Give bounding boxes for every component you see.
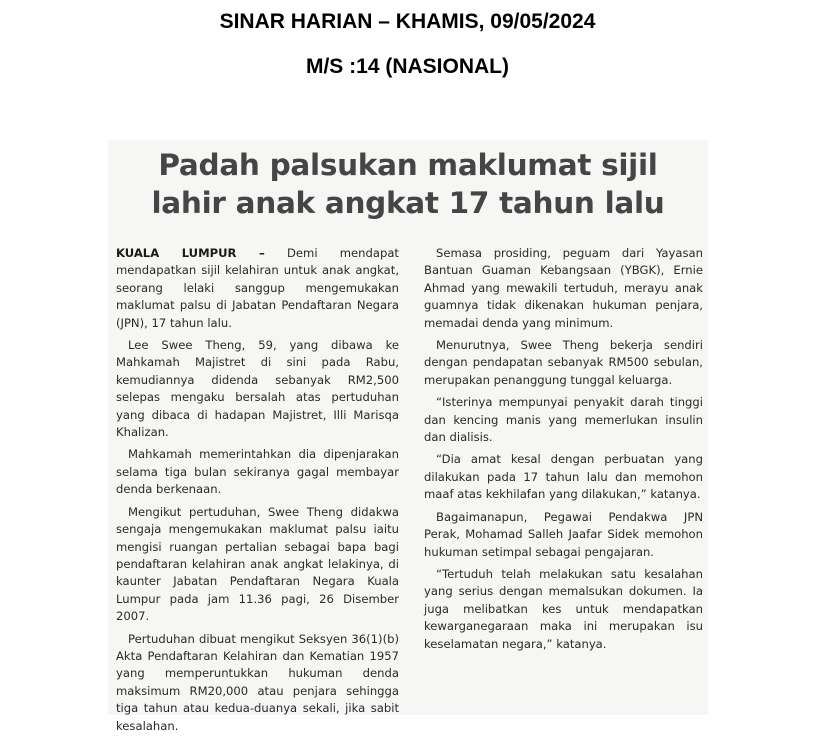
- dateline: KUALA LUMPUR –: [116, 246, 265, 260]
- article-paragraph: “Tertuduh telah melakukan satu kesalahan yang serius dengan memalsukan dokumen. Ia juga melibatkan kes untuk mendapatkan kewarganegaraan maka ini merupakan isu keselamatan negara,” katanya.: [424, 566, 703, 651]
- headline-line-1: Padah palsukan maklumat sijil: [158, 148, 658, 182]
- article-column-right: [424, 245, 703, 658]
- publication-date-header: SINAR HARIAN – KHAMIS, 09/05/2024: [219, 10, 596, 33]
- article-paragraph: Mahkamah memerintahkan dia dipenjarakan selama tiga bulan sekiranya gagal membayar denda berkenaan.: [116, 447, 399, 497]
- article-paragraph: “Isterinya mempunyai penyakit darah tinggi dan kencing manis yang memerlukan insulin dan dialisis.: [424, 395, 703, 445]
- article-paragraph: Semasa prosiding, peguam dari Yayasan Bantuan Guaman Kebangsaan (YBGK), Ernie Ahmad yang mewakili tertuduh, merayu anak guamnya tidak dikenakan hukuman penjara, memadai denda yang minimum.: [424, 246, 703, 330]
- article-paragraph: Lee Swee Theng, 59, yang dibawa ke Mahkamah Majistret di sini pada Rabu, kemudiannya didenda sebanyak RM2,500 selepas mengaku bersalah atas pertuduhan yang dibaca di hadapan Majistret, Illi Marisqa Khalizan.: [116, 338, 399, 440]
- article-headline: [108, 146, 708, 222]
- page-section-header: M/S :14 (NASIONAL): [305, 55, 509, 78]
- lead-text: Demi mendapat mendapatkan sijil kelahiran untuk anak angkat, seorang lelaki sanggup mengemukakan maklumat palsu di Jabatan Pendaftaran Negara (JPN), 17 tahun lalu.: [116, 246, 399, 330]
- article-paragraph: Pertuduhan dibuat mengikut Seksyen 36(1)(b) Akta Pendaftaran Kelahiran dan Kematian 1957 yang memperuntukkan hukuman denda maksimum RM20,000 atau penjara sehingga tiga tahun atau kedua-duanya sekali, jika sabit kesalahan.: [116, 631, 399, 733]
- news-article-clipping: [108, 140, 708, 733]
- article-column-left: [116, 245, 399, 740]
- article-paragraph: [116, 245, 399, 332]
- article-paragraph: Mengikut pertuduhan, Swee Theng didakwa sengaja mengemukakan maklumat palsu iaitu mengisi ruangan pertalian sebagai bapa bagi pendaftaran kelahiran anak angkat lelakinya, di kaunter Jabatan Pendaftaran Negara Kuala Lumpur pada jam 11.36 pagi, 26 Disember 2007.: [116, 504, 399, 624]
- article-paragraph: “Dia amat kesal dengan perbuatan yang dilakukan pada 17 tahun lalu dan memohon maaf atas kekhilafan yang dilakukan,” katanya.: [424, 452, 703, 502]
- headline-line-2: lahir anak angkat 17 tahun lalu: [151, 186, 665, 220]
- article-paragraph: Menurutnya, Swee Theng bekerja sendiri dengan pendapatan sebanyak RM500 sebulan, merupakan penanggung tunggal keluarga.: [424, 338, 703, 387]
- article-paragraph: Bagaimanapun, Pegawai Pendakwa JPN Perak, Mohamad Salleh Jaafar Sidek memohon hukuman setimpal sebagai pengajaran.: [424, 509, 703, 559]
